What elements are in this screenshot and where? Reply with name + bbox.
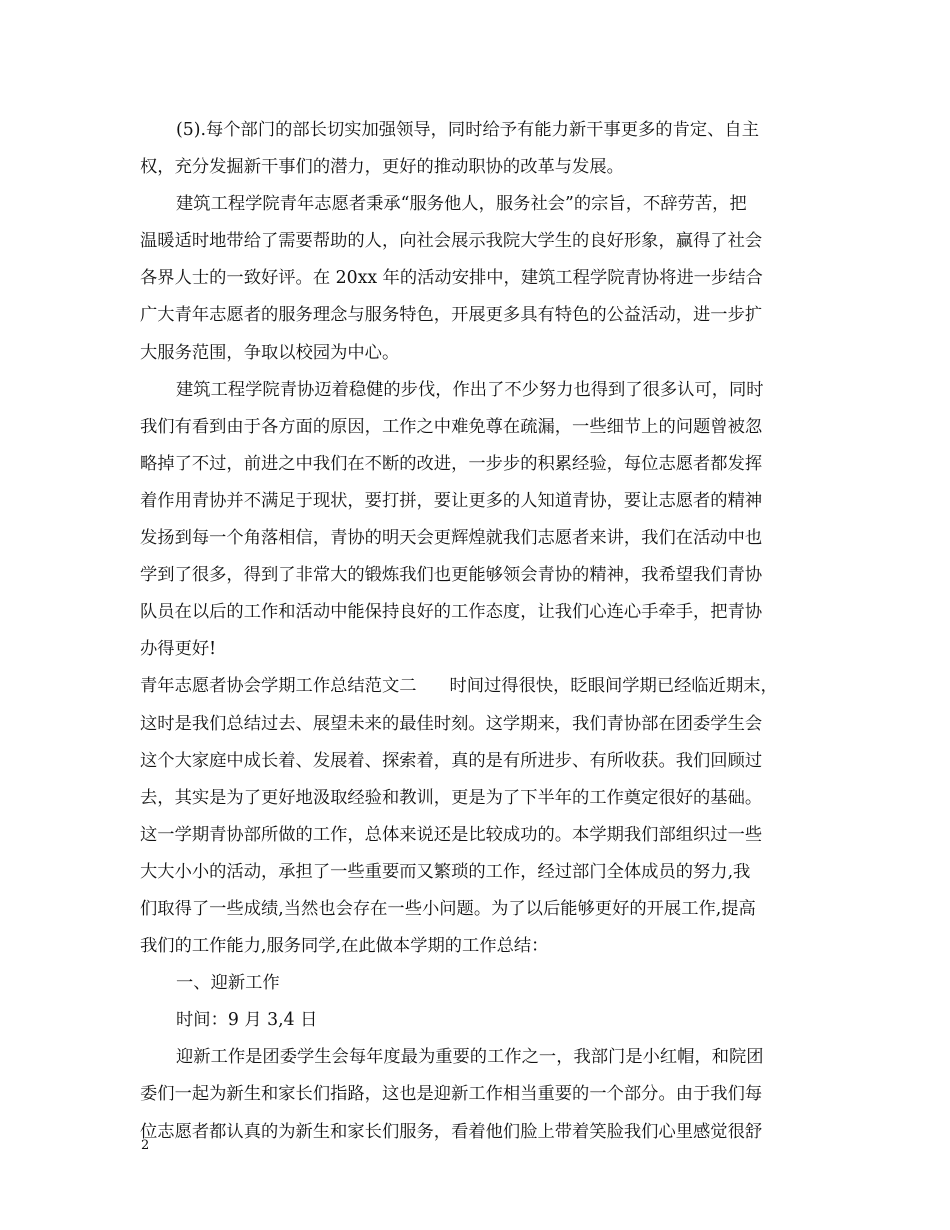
- text-line: 建筑工程学院青协迈着稳健的步伐，作出了不少努力也得到了很多认可，同时: [176, 379, 764, 400]
- text-line: 迎新工作是团委学生会每年度最为重要的工作之一，我部门是小红帽，和院团: [176, 1047, 764, 1068]
- text-line: 办得更好!: [140, 639, 217, 660]
- section-title-line: 青年志愿者协会学期工作总结范文二 时间过得很快，眨眼间学期已经临近期末，: [140, 676, 778, 697]
- text-line: 这时是我们总结过去、展望未来的最佳时刻。这学期来，我们青协部在团委学生会: [140, 713, 763, 734]
- text-line: 委们一起为新生和家长们指路，这也是迎新工作相当重要的一个部分。由于我们每: [140, 1084, 763, 1105]
- page-number: 2: [141, 1138, 150, 1153]
- text-line: 这一学期青协部所做的工作，总体来说还是比较成功的。本学期我们部组织过一些: [140, 824, 763, 845]
- text-line: 广大青年志愿者的服务理念与服务特色，开展更多具有特色的公益活动，进一步扩: [140, 305, 763, 326]
- text-line: 学到了很多，得到了非常大的锻炼我们也更能够领会青协的精神，我希望我们青协: [140, 565, 763, 586]
- text-line: 大服务范围，争取以校园为中心。: [140, 342, 400, 363]
- text-line: 队员在以后的工作和活动中能保持良好的工作态度，让我们心连心手牵手，把青协: [140, 602, 763, 623]
- text-line: 这个大家庭中成长着、发展着、探索着，真的是有所进步、有所收获。我们回顾过: [140, 750, 763, 771]
- date-line: 时间：9 月 3,4 日: [176, 1010, 318, 1031]
- text-line: 去，其实是为了更好地汲取经验和教训，更是为了下半年的工作奠定很好的基础。: [140, 787, 763, 808]
- text-line: (5).每个部门的部长切实加强领导，同时给予有能力新干事更多的肯定、自主: [176, 120, 759, 140]
- text-line: 温暖适时地带给了需要帮助的人，向社会展示我院大学生的良好形象，赢得了社会: [140, 231, 763, 252]
- text-line: 们取得了一些成绩,当然也会存在一些小问题。为了以后能够更好的开展工作,提高: [140, 898, 756, 919]
- subheading-line: 一、迎新工作: [176, 973, 280, 994]
- text-line: 大大小小的活动，承担了一些重要而又繁琐的工作，经过部门全体成员的努力,我: [140, 861, 751, 882]
- text-line: 各界人士的一致好评。在 20xx 年的活动安排中，建筑工程学院青协将进一步结合: [140, 268, 763, 289]
- text-line: 着作用青协并不满足于现状，要打拼，要让更多的人知道青协，要让志愿者的精神: [140, 490, 763, 511]
- text-line: 我们有看到由于各方面的原因，工作之中难免尊在疏漏，一些细节上的问题曾被忽: [140, 416, 763, 437]
- document-body: [140, 112, 830, 1151]
- text-line: 权，充分发掘新干事们的潜力，更好的推动职协的改革与发展。: [140, 157, 624, 178]
- text-line: 位志愿者都认真的为新生和家长们服务，看着他们脸上带着笑脸我们心里感觉很舒: [140, 1121, 763, 1142]
- text-line: 略掉了不过，前进之中我们在不断的改进，一步步的积累经验，每位志愿者都发挥: [140, 453, 763, 474]
- text-line: 建筑工程学院青年志愿者秉承“服务他人，服务社会”的宗旨，不辞劳苦，把: [176, 194, 747, 215]
- text-line: 发扬到每一个角落相信，青协的明天会更辉煌就我们志愿者来讲，我们在活动中也: [140, 528, 763, 549]
- text-line: 我们的工作能力,服务同学,在此做本学期的工作总结：: [140, 936, 549, 957]
